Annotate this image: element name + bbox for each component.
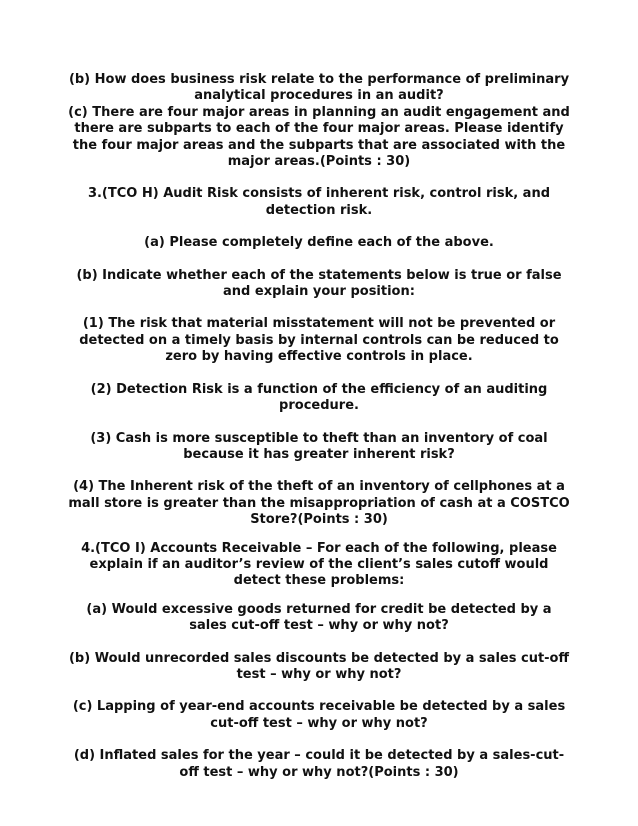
- statement-4-text: (4) The Inherent risk of the theft of an inventory of cellphones at a mall store is greater than the misappropriation of cash at a COSTCO Store?(Points : 30): [68, 479, 570, 528]
- question-2c-text: (c) There are four major areas in planning an audit engagement and there are subparts to each of the four major areas. Please identify the four major areas and the subparts that are associated with the major areas.(Points : 30): [68, 104, 570, 170]
- question-4c-text: (c) Lapping of year-end accounts receivable be detected by a sales cut-off test – why or why not?: [72, 699, 566, 731]
- question-4-heading: 4.(TCO I) Accounts Receivable – For each of the following, please explain if an auditor’s review of the client’s sales cutoff would detect these problems:: [81, 540, 557, 589]
- question-4a-text: (a) Would excessive goods returned for credit be detected by a sales cut-off test – why or why not?: [86, 601, 552, 634]
- statement-2-text: (2) Detection Risk is a function of the efficiency of an auditing procedure.: [90, 381, 548, 414]
- question-3a-text: (a) Please completely define each of the above.: [144, 235, 494, 251]
- question-2b-text: (b) How does business risk relate to the performance of preliminary analytical procedures in an audit?: [68, 72, 570, 104]
- statement-1-text: (1) The risk that material misstatement will not be prevented or detected on a timely basis by internal controls can be reduced to zero by having effective controls in place.: [79, 316, 559, 365]
- question-3b-text: (b) Indicate whether each of the statements below is true or false and explain your position:: [76, 267, 562, 300]
- question-3-heading: 3.(TCO H) Audit Risk consists of inherent risk, control risk, and detection risk.: [87, 186, 551, 218]
- document-page: [66, 72, 572, 781]
- question-4b-text: (b) Would unrecorded sales discounts be detected by a sales cut-off test – why or why not?: [68, 650, 570, 682]
- question-4d-text: (d) Inflated sales for the year – could it be detected by a sales-cut-off test – why or why not?(Points : 30): [73, 748, 565, 780]
- statement-3-text: (3) Cash is more susceptible to theft than an inventory of coal because it has greater inherent risk?: [90, 430, 548, 462]
